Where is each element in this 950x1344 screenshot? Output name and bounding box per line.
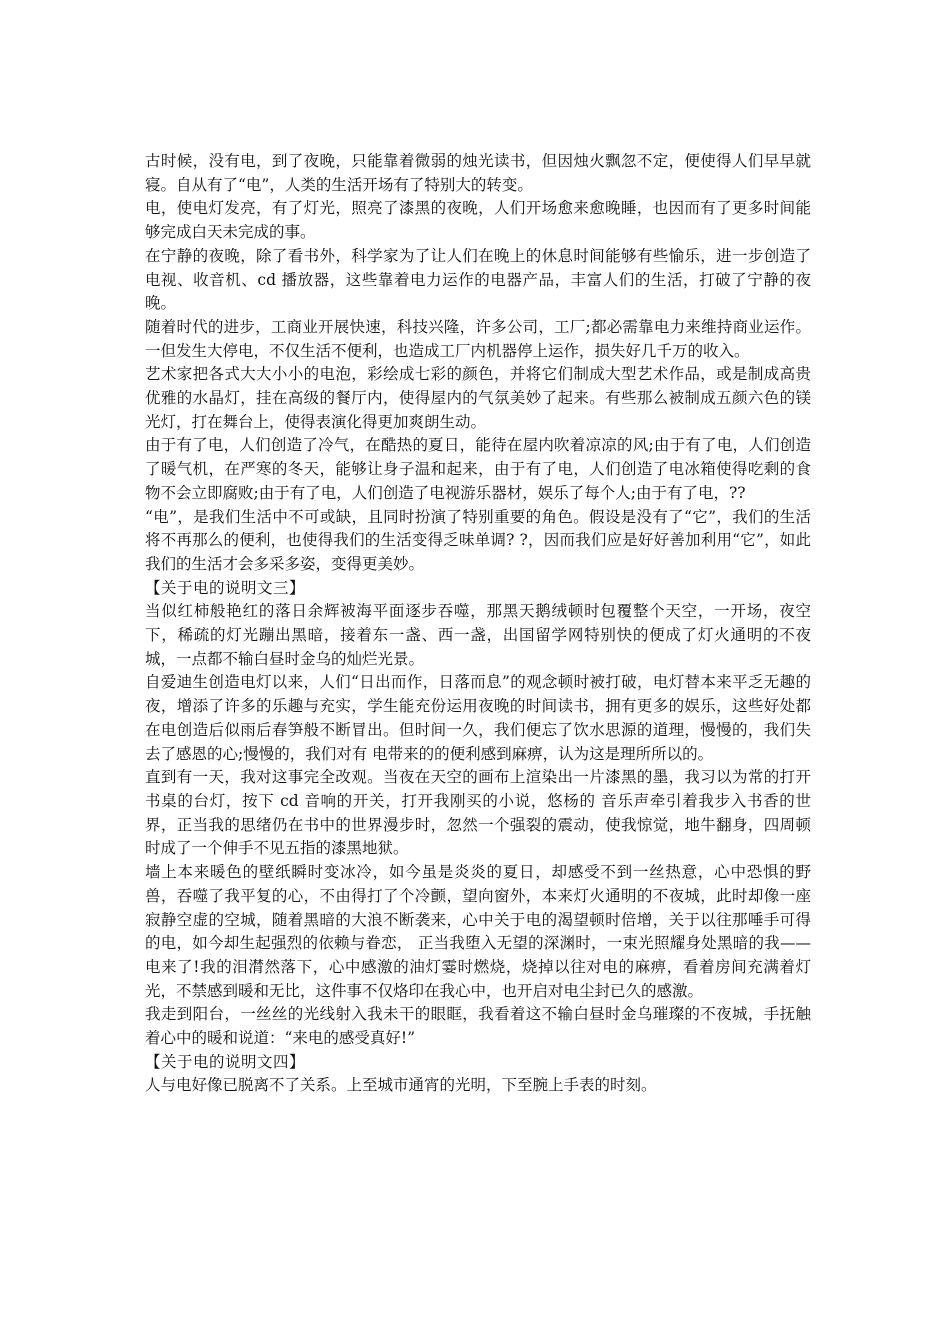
section-heading: 【关于电的说明文三】 [145, 578, 306, 597]
paragraph: 直到有一天，我对这事完全改观。当夜在天空的画布上渲染出一片漆黑的墨，我习以为常的打开书桌的台灯，按下 cd 音响的开关，打开我刚买的小说，悠杨的 音乐声牵引着我步入书香的世界，正当我的思绪仍在书中的世界漫步时，忽然一个强裂的震动，使我惊觉，地牛翻身，四周顿时成了一个伸手不见五指的漆黑地狱。 [145, 768, 811, 858]
paragraph: 随着时代的进步，工商业开展快速，科技兴隆，许多公司，工厂;都必需靠电力来维持商业运作。一但发生大停电，不仅生活不便利，也造成工厂内机器停上运作，损失好几千万的收入。 [145, 317, 811, 360]
paragraph: 自爱迪生创造电灯以来，人们“日出而作，日落而息”的观念顿时被打破，电灯替本来平乏无趣的夜，增添了许多的乐趣与充实，学生能充份运用夜晚的时间读书，拥有更多的娱乐，这些好处都在电创造后似雨后春笋般不断冒出。但时间一久，我们便忘了饮水思源的道理，慢慢的，我们失去了感恩的心;慢慢的，我们对有 电带来的的便利感到麻痹，认为这是理所所以的。 [145, 673, 811, 763]
paragraph: 艺术家把各式大大小小的电泡，彩绘成七彩的颜色，并将它们制成大型艺术作品，或是制成高贵优雅的水晶灯，挂在高级的餐厅内，使得屋内的气氛美妙了起来。有些那么被制成五颜六色的镁光灯，打在舞台上，使得表演化得更加爽朗生动。 [145, 365, 811, 431]
paragraph: 人与电好像已脱离不了关系。上至城市通宵的光明，下至腕上手表的时刻。 [145, 1076, 657, 1095]
section-heading: 【关于电的说明文四】 [145, 1052, 306, 1071]
paragraph: “电”，是我们生活中不可或缺，且同时扮演了特别重要的角色。假设是没有了“它”，我们的生活将不再那么的便利，也使得我们的生活变得乏味单调? ?，因而我们应是好好善加利用“它”，如此我们的生活才会多采多姿，变得更美妙。 [145, 507, 811, 573]
paragraph: 当似红柿般艳红的落日余辉被海平面逐步吞噬，那黑天鹅绒顿时包覆整个天空，一开场，夜空下，稀疏的灯光蹦出黑暗，接着东一盏、西一盏，出国留学网特别快的便成了灯火通明的不夜城，一点都不输白昼时金乌的灿烂光景。 [145, 602, 811, 668]
paragraph: 古时候，没有电，到了夜晚，只能靠着微弱的烛光读书，但因烛火飘忽不定，便使得人们早早就寝。自从有了“电”，人类的生活开场有了特别大的转变。 [145, 152, 811, 194]
paragraph: 电，使电灯发亮，有了灯光，照亮了漆黑的夜晚，人们开场愈来愈晚睡，也因而有了更多时间能够完成白天未完成的事。 [145, 199, 811, 242]
paragraph: 由于有了电，人们创造了冷气，在酷热的夏日，能待在屋内吹着凉凉的风;由于有了电，人们创造了暖气机，在严寒的冬天，能够让身子温和起来，由于有了电，人们创造了电冰箱使得吃剩的食物不会立即腐败;由于有了电，人们创造了电视游乐器材，娱乐了每个人;由于有了电，?? [145, 436, 811, 502]
paragraph: 墙上本来暖色的壁纸瞬时变冰冷，如今虽是炎炎的夏日，却感受不到一丝热意，心中恐惧的野兽，吞噬了我平复的心，不由得打了个冷颤，望向窗外，本来灯火通明的不夜城，此时却像一座寂静空虚的空城，随着黑暗的大浪不断袭来，心中关于电的渴望顿时倍增，关于以往那唾手可得的电，如今却生起强烈的依赖与眷恋， 正当我堕入无望的深渊时，一束光照耀身处黑暗的我——电来了!我的泪潸然落下，心中感激的油灯霎时燃烧，烧掉以往对电的麻痹，看着房间充满着灯光，不禁感到暖和无比，这件事不仅烙印在我心中，也开启对电尘封已久的感激。 [145, 863, 811, 1000]
document-body [145, 150, 811, 1098]
paragraph: 在宁静的夜晚，除了看书外，科学家为了让人们在晚上的休息时间能够有些愉乐，进一步创造了电视、收音机、cd 播放器，这些靠着电力运作的电器产品，丰富人们的生活，打破了宁静的夜晚。 [145, 246, 811, 313]
paragraph: 我走到阳台，一丝丝的光线射入我未干的眼眶，我看着这不输白昼时金乌璀璨的不夜城，手抚触着心中的暖和说道：“来电的感受真好!” [145, 1005, 811, 1048]
